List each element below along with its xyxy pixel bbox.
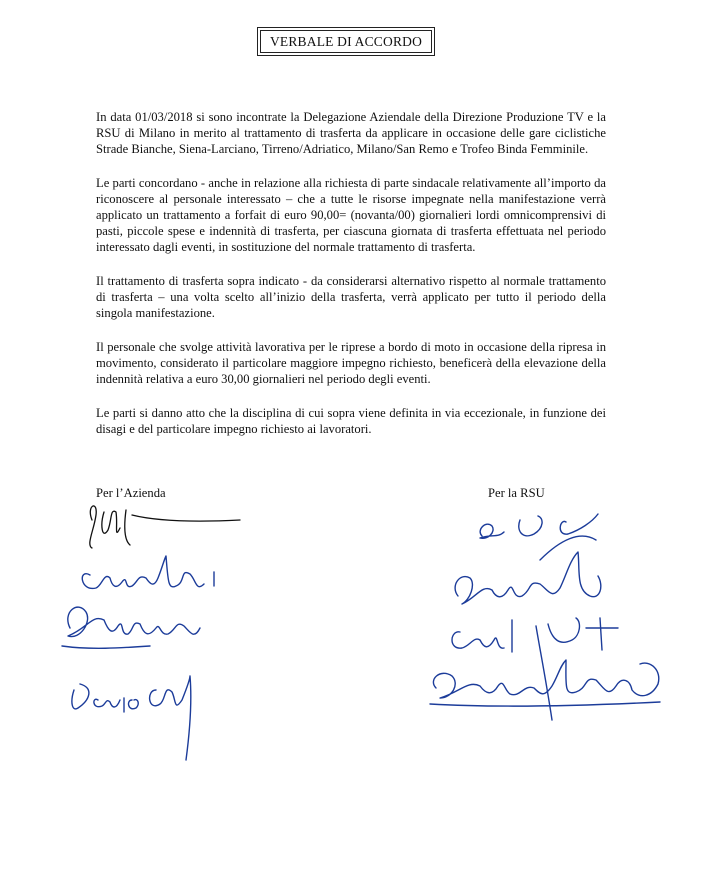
company-signature-3 (62, 607, 200, 648)
paragraph-4: Il personale che svolge attività lavorativa per le riprese a bordo di moto in occasione della ripresa in movimento, considerato il particolare maggiore impegno richiesto, beneficerà della elevazione della indennità relativa a euro 30,00 giornalieri nel periodo degli eventi. (96, 340, 606, 386)
document-title: VERBALE DI ACCORDO (269, 33, 423, 49)
rsu-signature-1 (480, 514, 598, 538)
company-signature-2 (82, 556, 214, 588)
company-signature-4 (72, 676, 191, 760)
rsu-signature-2 (455, 536, 601, 604)
paragraph-1: In data 01/03/2018 si sono incontrate la Delegazione Aziendale della Direzione Produzione TV e la RSU di Milano in merito al trattamento di trasferta da applicare in occasione delle gare ciclistiche Strade Bianche, Siena-Larciano, Tirreno/Adriatico, Milano/San Remo e Trofeo Binda Femminile. (96, 110, 606, 156)
rsu-signature-4 (430, 660, 660, 706)
paragraph-3: Il trattamento di trasferta sopra indicato - da considerarsi alternativo rispetto al normale trattamento di trasferta – una volta scelto all’inizio della trasferta, verrà applicato per tutto il periodo della singola manifestazione. (96, 274, 606, 320)
company-signature-1 (90, 506, 240, 548)
company-signature-label: Per l’Azienda (96, 486, 166, 500)
paragraph-2: Le parti concordano - anche in relazione alla richiesta di parte sindacale relativamente all’importo da riconoscere al personale interessato – che a tutte le risorse impegnate nella manifestazione verrà applicato un trattamento a forfait di euro 90,00= (novanta/00) giornalieri lordi omnicomprensivi di pasti, piccole spese e indennità di trasferta, per ciascuna giornata di trasferta effettuata nel periodo interessato dagli eventi, in sostituzione del normale trattamento di trasferta. (96, 176, 606, 254)
paragraph-5: Le parti si danno atto che la disciplina di cui sopra viene definita in via eccezionale, in funzione dei disagi e del particolare impegno richiesto ai lavoratori. (96, 406, 606, 436)
rsu-signature-label: Per la RSU (488, 486, 545, 500)
